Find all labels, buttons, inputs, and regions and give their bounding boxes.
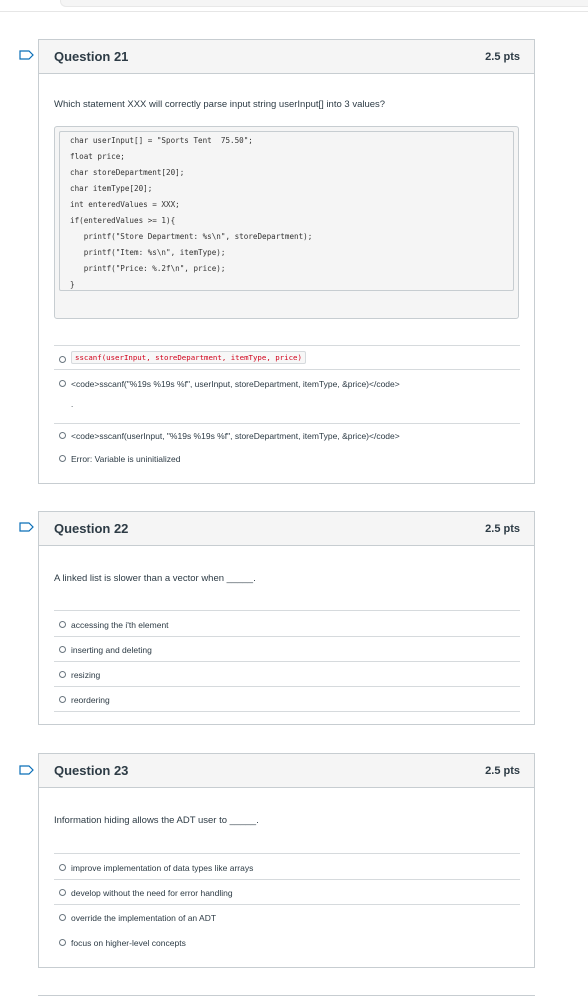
question-points: 2.5 pts <box>485 764 520 777</box>
code-line: int enteredValues = XXX; <box>70 200 180 209</box>
answer-label: inserting and deleting <box>71 645 152 655</box>
radio-button[interactable] <box>59 455 66 462</box>
answer-label: <code>sscanf(userInput, "%19s %19s %f", storeDepartment, itemType, &price)</code> <box>71 431 400 441</box>
answer-option[interactable] <box>54 904 520 929</box>
answer-option[interactable] <box>54 661 520 686</box>
radio-button[interactable] <box>59 914 66 921</box>
radio-button[interactable] <box>59 671 66 678</box>
code-line: char userInput[] = "Sports Tent 75.50"; <box>70 136 253 145</box>
question-title: Question 21 <box>54 49 129 64</box>
question-points: 2.5 pts <box>485 50 520 63</box>
question-header <box>39 512 534 546</box>
question-prompt: Which statement XXX will correctly parse input string userInput[] into 3 values? <box>54 99 386 110</box>
code-line: printf("Item: %s\n", itemType); <box>70 248 226 257</box>
answer-label: reordering <box>71 695 110 705</box>
radio-button[interactable] <box>59 646 66 653</box>
answer-option[interactable] <box>54 879 520 904</box>
answer-option[interactable] <box>54 369 520 423</box>
code-line: if(enteredValues >= 1){ <box>70 216 176 225</box>
radio-button[interactable] <box>59 356 66 363</box>
answer-label: accessing the i'th element <box>71 620 169 630</box>
code-line: } <box>70 280 75 289</box>
code-line: printf("Price: %.2f\n", price); <box>70 264 226 273</box>
top-divider <box>0 11 588 12</box>
question-header <box>39 754 534 788</box>
answer-option[interactable] <box>54 447 520 471</box>
question-header <box>39 40 534 74</box>
radio-button[interactable] <box>59 432 66 439</box>
flag-question-icon[interactable] <box>19 765 34 775</box>
answer-label: improve implementation of data types like arrays <box>71 863 254 873</box>
radio-button[interactable] <box>59 864 66 871</box>
answer-option[interactable] <box>54 636 520 661</box>
stray-text: . <box>71 400 74 409</box>
question-title: Question 23 <box>54 763 129 778</box>
radio-button[interactable] <box>59 696 66 703</box>
top-bar <box>60 0 588 7</box>
question-22 <box>38 511 535 725</box>
question-prompt: A linked list is slower than a vector when _____. <box>54 573 256 584</box>
answer-label: develop without the need for error handling <box>71 888 233 898</box>
answer-label: override the implementation of an ADT <box>71 913 217 923</box>
question-points: 2.5 pts <box>485 522 520 535</box>
answer-option[interactable] <box>54 686 520 712</box>
answer-label: <code>sscanf("%19s %19s %f", userInput, storeDepartment, itemType, &price)</code> <box>71 379 400 389</box>
answer-label: sscanf(userInput, storeDepartment, itemType, price) <box>71 351 306 364</box>
answer-option[interactable] <box>54 610 520 636</box>
answer-option[interactable] <box>54 345 520 369</box>
radio-button[interactable] <box>59 889 66 896</box>
code-line: printf("Store Department: %s\n", storeDepartment); <box>70 232 313 241</box>
code-block <box>54 126 519 319</box>
bottom-divider <box>38 995 535 996</box>
flag-question-icon[interactable] <box>19 50 34 60</box>
answer-option[interactable] <box>54 929 520 955</box>
code-line: char itemType[20]; <box>70 184 153 193</box>
question-21 <box>38 39 535 484</box>
question-prompt: Information hiding allows the ADT user to _____. <box>54 815 259 826</box>
code-line: float price; <box>70 152 125 161</box>
answer-label: resizing <box>71 670 101 680</box>
code-line: char storeDepartment[20]; <box>70 168 185 177</box>
answer-label: Error: Variable is uninitialized <box>71 454 181 464</box>
flag-question-icon[interactable] <box>19 522 34 532</box>
question-title: Question 22 <box>54 521 129 536</box>
answer-label: focus on higher-level concepts <box>71 938 186 948</box>
code-inner <box>59 131 514 291</box>
radio-button[interactable] <box>59 939 66 946</box>
answer-option[interactable] <box>54 853 520 879</box>
answer-option[interactable] <box>54 423 520 447</box>
question-23 <box>38 753 535 968</box>
radio-button[interactable] <box>59 380 66 387</box>
radio-button[interactable] <box>59 621 66 628</box>
